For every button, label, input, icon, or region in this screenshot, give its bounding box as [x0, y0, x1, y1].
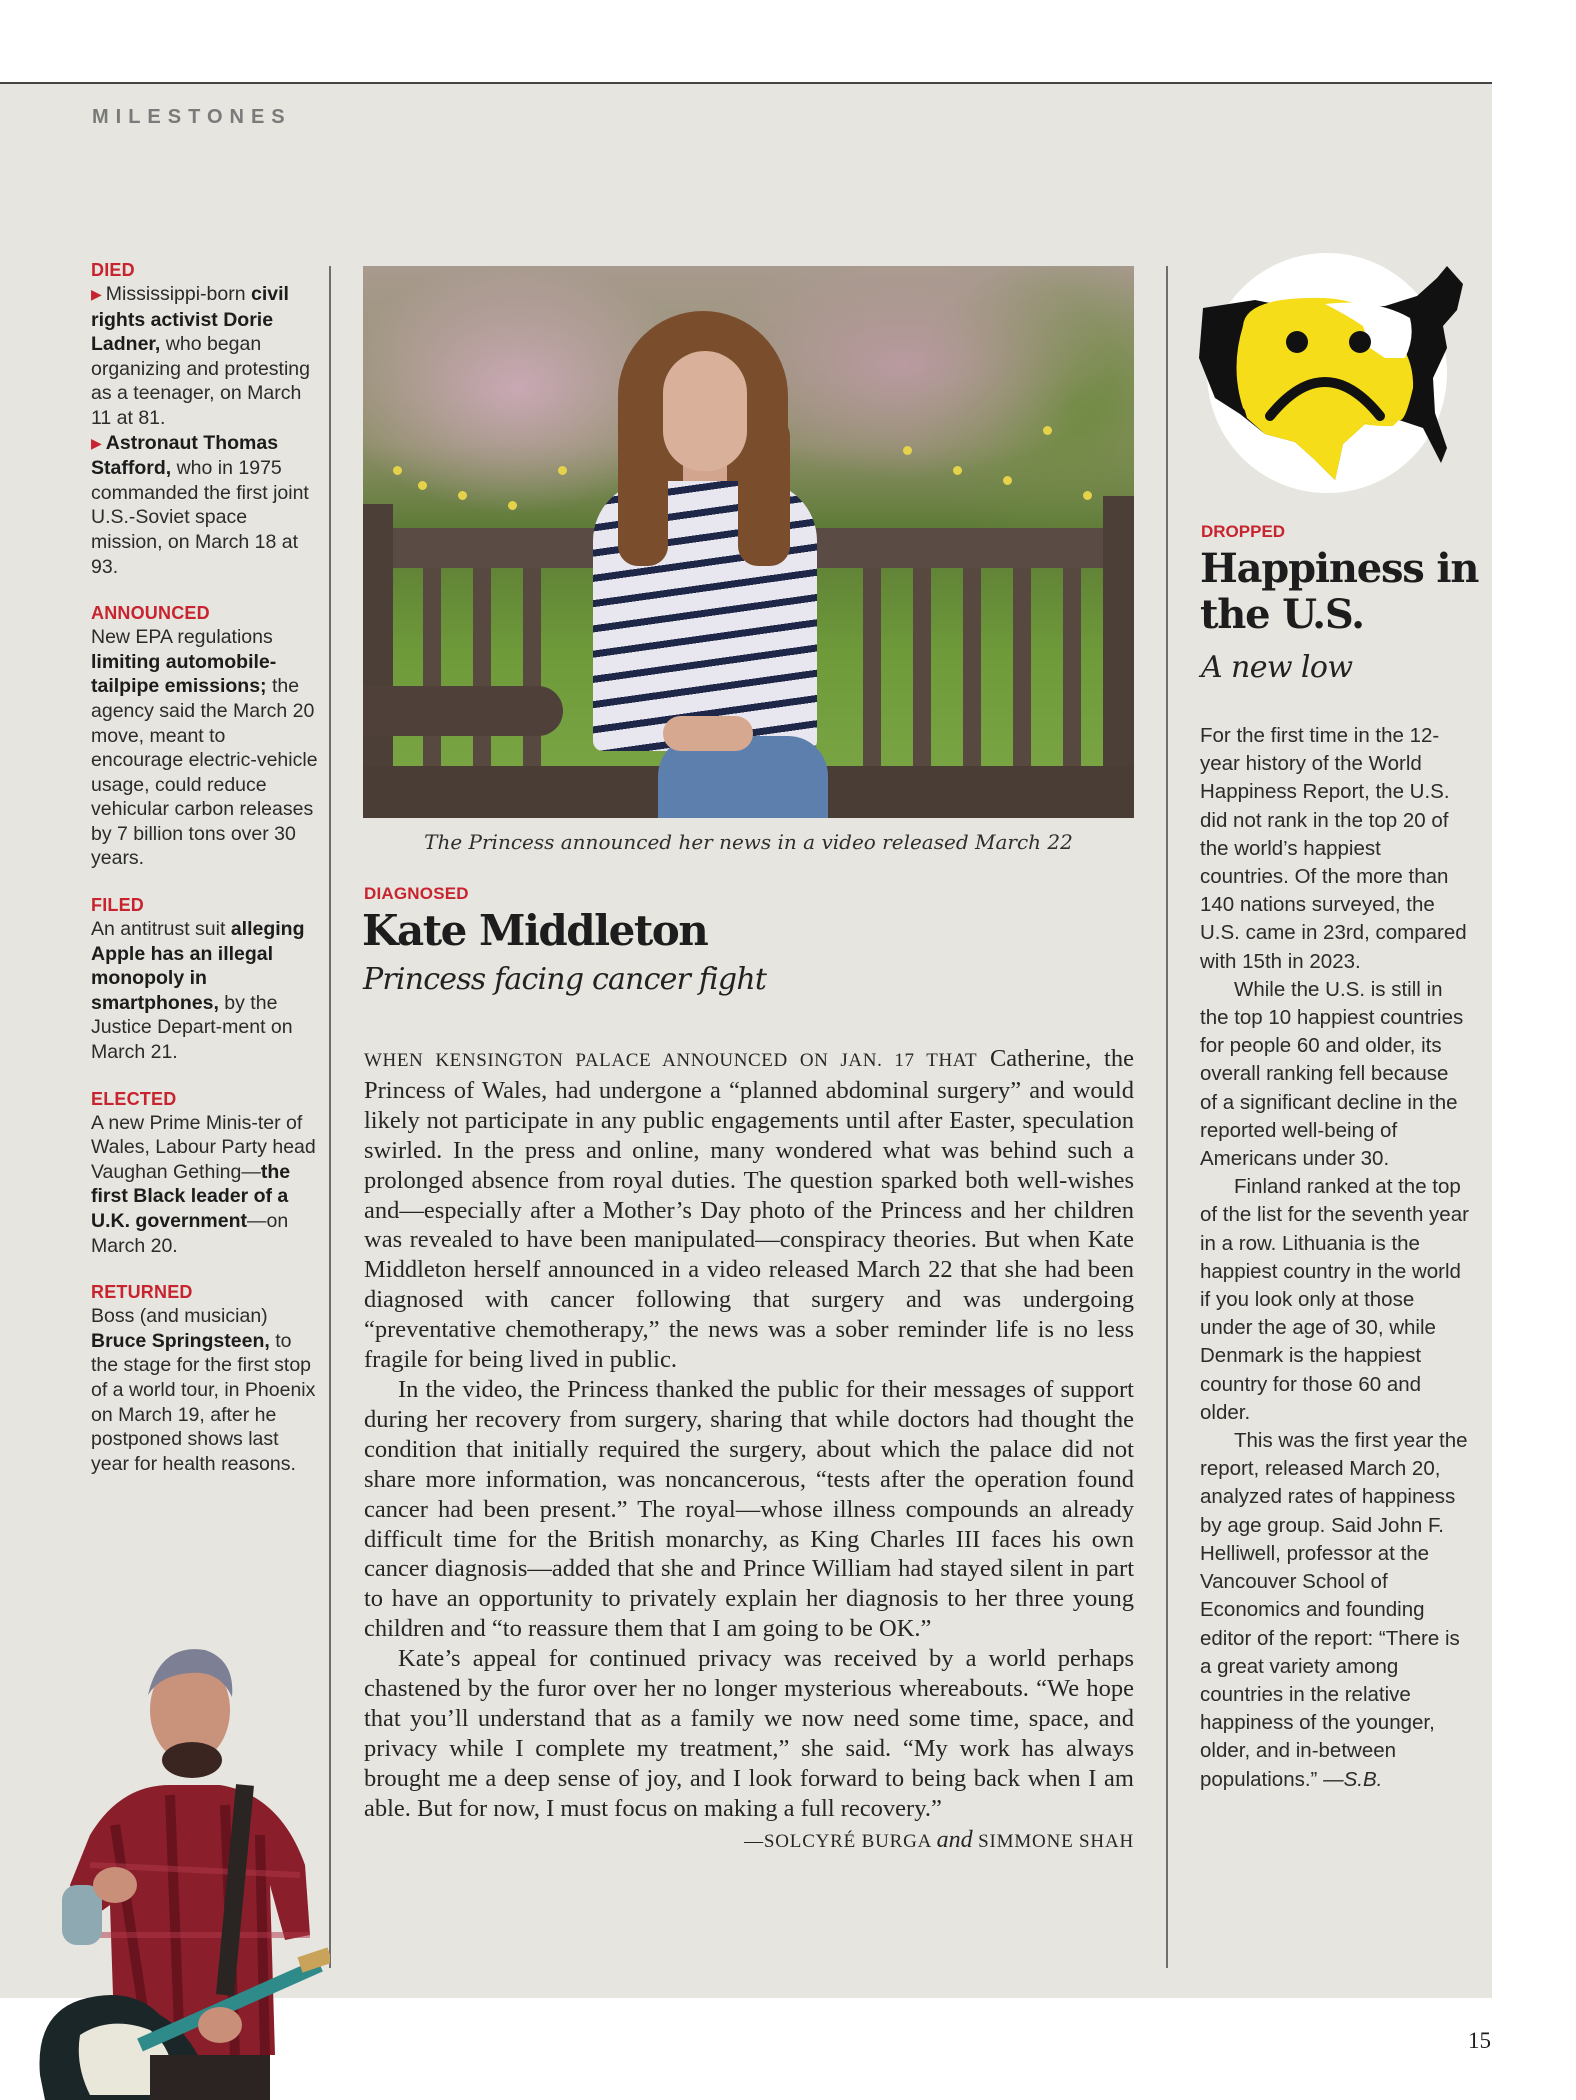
daffodil-decoration: [418, 481, 427, 490]
sad-face-us-map-icon: [1185, 248, 1475, 498]
milestone-kicker: DIED: [91, 260, 135, 280]
daffodil-decoration: [458, 491, 467, 500]
lead-in: WHEN KENSINGTON PALACE ANNOUNCED ON JAN. 17 THAT: [364, 1050, 978, 1071]
side-dek: A new low: [1201, 650, 1353, 685]
side-article-body: [1200, 722, 1470, 1794]
milestones-sidebar: [91, 258, 321, 1498]
milestone-kicker: RETURNED: [91, 1282, 193, 1303]
milestone-item: ▶ Mississippi-born civil rights activist Dorie Ladner, who began organizing and protesting as a teenager, on March 11 at 81.: [91, 283, 310, 429]
daffodil-decoration: [1043, 426, 1052, 435]
photo-caption: The Princess announced her news in a video released March 22: [424, 830, 1073, 854]
milestone-item: ▶ Astronaut Thomas Stafford, who in 1975 commanded the first joint U.S.-Soviet space mission, on March 18 at 93.: [91, 431, 309, 578]
article-paragraph: Kate’s appeal for continued privacy was received by a world perhaps chastened by the furor over her no longer mysterious whereabouts. “We hope that you’ll understand that as a family we now need some time, space, and privacy while I complete my treatment,” she said. “My work has always brought me a deep sense of joy, and I look forward to being back when I am able. But for now, I must focus on making a full recovery.”: [364, 1645, 1134, 1822]
milestone-kicker: ELECTED: [91, 1088, 177, 1109]
article-paragraph: WHEN KENSINGTON PALACE ANNOUNCED ON JAN. 17 THAT Catherine, the Princess of Wales, had undergone a “planned abdominal surgery” and would likely not participate in any public engagements until after Easter, speculation swirled. In the press and online, many wondered what was behind such a prolonged absence from royal duties. The question sparked both well-wishes and—especially after a Mother’s Day photo of the Princess and her children was revealed to have been manipulated—conspiracy theories. But when Kate Middleton herself announced in a video released March 22 that she had been diagnosed with cancer following that surgery and was undergoing “preventative chemotherapy,” the news was a sober reminder life is no less fragile for being lived in public.: [364, 1045, 1134, 1374]
article-paragraph: This was the first year the report, released March 20, analyzed rates of happiness by age group. Said John F. Helliwell, professor at the Vancouver School of Economics and founding editor of the report: “There is a great variety among countries in the relative happiness of the younger, older, and in-between populations.” —S.B.: [1200, 1429, 1468, 1791]
daffodil-decoration: [558, 466, 567, 475]
daffodil-decoration: [953, 466, 962, 475]
page-number: 15: [1468, 2028, 1491, 2053]
article-paragraph: While the U.S. is still in the top 10 happiest countries for people 60 and older, its overall ranking fell because of a significant decline in the reported well-being of Americans under 30.: [1200, 977, 1464, 1171]
daffodil-decoration: [393, 466, 402, 475]
article-paragraph: In the video, the Princess thanked the public for their messages of support during her recovery from surgery, sharing that while doctors had thought the condition that initially required the surgery, about which the palace did not share more information, was noncancerous, “tests after the operation found cancer had been present.” The royal—whose illness compounds an already difficult time for the British monarchy, as King Charles III faces his own cancer diagnosis—added that she and Prince William had stayed silent in part to have an opportunity to privately explain her diagnosis to her three young children and “to reassure them that I am going to be OK.”: [364, 1375, 1134, 1643]
daffodil-decoration: [508, 501, 517, 510]
article-paragraph: Finland ranked at the top of the list for the seventh year in a row. Lithuania is the happiest country in the world if you look only at those under the age of 30, while Denmark is the happiest country for those 60 and older.: [1200, 1175, 1469, 1424]
milestone-elected: [91, 1087, 321, 1259]
figure-hair: [618, 416, 668, 566]
signoff: —S.B.: [1323, 1767, 1383, 1791]
main-kicker: DIAGNOSED: [364, 884, 469, 903]
milestone-announced: [91, 601, 321, 871]
daffodil-decoration: [903, 446, 912, 455]
article-paragraph: For the first time in the 12-year history of the World Happiness Report, the U.S. did not rank in the top 20 of the world’s happiest countries. Of the more than 140 nations surveyed, the U.S. came in 23rd, compared with 15th in 2023.: [1200, 724, 1467, 973]
milestone-returned: [91, 1280, 321, 1476]
main-dek: Princess facing cancer fight: [363, 962, 767, 997]
daffodil-decoration: [1083, 491, 1092, 500]
figure-hands: [663, 716, 753, 751]
bench-arm: [363, 686, 563, 736]
byline: —SOLCYRÉ BURGA and SIMMONE SHAH: [744, 1826, 1134, 1853]
main-article-body: [364, 1044, 1134, 1856]
daffodil-decoration: [1003, 476, 1012, 485]
main-headline: Kate Middleton: [362, 906, 708, 955]
milestone-item: New EPA regulations limiting automobile-tailpipe emissions; the agency said the March 20 move, meant to encourage electric-vehicle usage, could reduce vehicular carbon releases by 7 billion tons over 30 years.: [91, 626, 318, 870]
side-kicker: DROPPED: [1201, 522, 1286, 541]
section-label: MILESTONES: [92, 106, 292, 128]
figure-face: [663, 351, 747, 471]
side-headline: Happiness in the U.S.: [1200, 545, 1479, 638]
milestone-filed: [91, 893, 321, 1065]
triangle-bullet-icon: ▶: [91, 434, 102, 451]
milestone-kicker: ANNOUNCED: [91, 603, 210, 624]
milestone-item: An antitrust suit alleging Apple has an illegal monopoly in smartphones, by the Justice Depart-ment on March 21.: [91, 918, 305, 1064]
princess-photo: [363, 266, 1134, 818]
milestone-item: Boss (and musician) Bruce Springsteen, to the stage for the first stop of a world tour, in Phoenix on March 19, after he postponed shows last year for health reasons.: [91, 1305, 316, 1475]
springsteen-photo: [20, 1635, 330, 2100]
milestone-died: [91, 258, 321, 579]
milestone-item: A new Prime Minis-ter of Wales, Labour Party head Vaughan Gething—the first Black leader of a U.K. government—on March 20.: [91, 1111, 316, 1257]
triangle-bullet-icon: ▶: [91, 286, 102, 302]
column-divider-right: [1166, 266, 1168, 1968]
milestone-kicker: FILED: [91, 895, 144, 916]
